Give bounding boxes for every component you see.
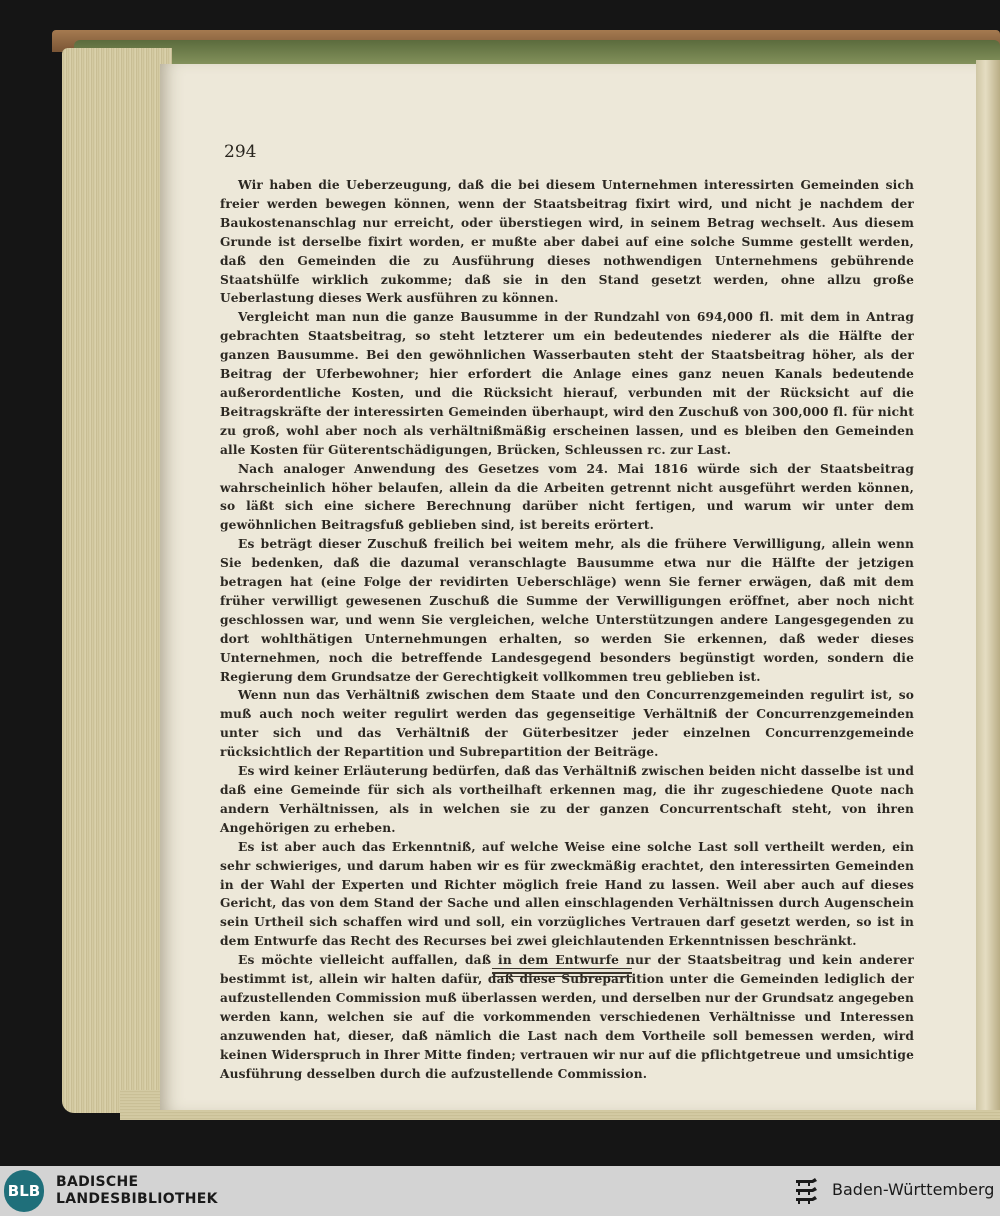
section-rule (492, 976, 632, 977)
state-name[interactable]: Baden-Württemberg (832, 1180, 995, 1199)
page-number: 294 (224, 142, 257, 162)
paragraph: Wir haben die Ueberzeugung, daß die bei diesem Unternehmen interessirten Gemeinden sich freier werden bewegen können, wenn der Staatsbeitrag fixirt wird, und nicht je nachdem der Baukostenanschlag nur erreicht, oder überstiegen wird, in seinem Betrag wechselt. Aus diesem Grunde ist derselbe fixirt worden, er mußte aber dabei auf eine solche Summe gestellt werden, daß den Gemeinden die zu Ausführung dieses nothwendigen Unternehmens gebührende Staatshülfe wirklich zukomme; daß sie in den Stand gesetzt werden, ohne allzu große Ueberlastung dieses Werk ausführen zu können. (220, 178, 914, 306)
three-lions-emblem-icon[interactable] (790, 1175, 822, 1207)
paragraph: Wenn nun das Verhältniß zwischen dem Staate und den Concurrenzgemeinden regulirt ist, so muß auch noch weiter regulirt werden das gegenseitige Verhältniß der Concurrenzgemeinden unter sich und das Verhältniß der Güterbesitzer jeder einzelnen Concurrenzgemeinde rücksichtlich der Repartition und Subrepartition der Beiträge. (220, 688, 914, 760)
page-stack-right (976, 60, 1000, 1110)
library-name-line1: BADISCHE (56, 1174, 139, 1190)
section-rule (492, 972, 632, 974)
paragraph: Nach analoger Anwendung des Gesetzes vom 24. Mai 1816 würde sich der Staatsbeitrag wahrscheinlich höher belaufen, allein da die Arbeiten getrennt nicht ausgeführt werden können, so läßt sich eine sichere Berechnung darüber nicht fertigen, und warum wir unter dem gewöhnlichen Beitragsfuß geblieben sind, ist bereits erörtert. (220, 461, 914, 533)
page-text (220, 176, 914, 1084)
library-name-line2: LANDESBIBLIOTHEK (56, 1191, 218, 1207)
paragraph: Es wird keiner Erläuterung bedürfen, daß das Verhältniß zwischen beiden nicht dasselbe ist und daß eine Gemeinde für sich als vortheilhaft erkennen mag, die ihr zugeschiedene Quote nach andern Verhältnissen, als in welchen sie zu der ganzen Concurrentschaft steht, von ihren Angehörigen zu erheben. (220, 764, 914, 835)
paragraph: Es möchte vielleicht auffallen, daß in dem Entwurfe nur der Staatsbeitrag und kein anderer bestimmt ist, allein wir halten dafür, daß diese Subrepartition unter die Gemeinden lediglich der aufzustellenden Commission muß überlassen werden, und derselben nur der Grundsatz angegeben werden kann, welchen sie auf die vorkommenden verschiedenen Verhältnisse und Interessen anzuwenden hat, dieser, daß nämlich die Last nach dem Vortheile soll bemessen werden, wird keinen Widerspruch in Ihrer Mitte finden; vertrauen wir nur auf die pflichtgetreue und umsichtige Ausführung desselben durch die aufzustellende Commission. (220, 953, 914, 1081)
library-name[interactable] (56, 1174, 218, 1208)
blb-logo[interactable]: BLB (4, 1170, 44, 1212)
paragraph: Es ist aber auch das Erkenntniß, auf welche Weise eine solche Last soll vertheilt werden, ein sehr schwieriges, und darum haben wir es für zweckmäßig erachtet, den interessirten Gemeinden in der Wahl der Experten und Richter möglich freie Hand zu lassen. Weil aber auch auf dieses Gericht, das von dem Stand der Sache und allen einschlagenden Verhältnissen durch Augenschein sein Urtheil sich schaffen wird und soll, ein vorzügliches Vertrauen darf gesetzt werden, so ist in dem Entwurfe das Recht des Recurses bei zwei gleichlautenden Erkenntnissen beschränkt. (220, 839, 914, 949)
paragraph: Vergleicht man nun die ganze Bausumme in der Rundzahl von 694,000 fl. mit dem in Antrag gebrachten Staatsbeitrag, so steht letzterer um ein bedeutendes niederer als die Hälfte der ganzen Bausumme. Bei den gewöhnlichen Wasserbauten steht der Staatsbeitrag höher, als der Beitrag der Uferbewohner; hier erfordert die Anlage eines ganz neuen Kanals bedeutende außerordentliche Kosten, und die Rücksicht hierauf, verbunden mit der Rücksicht auf die Beitragskräfte der interessirten Gemeinden überhaupt, wird den Zuschuß von 300,000 fl. für nicht zu groß, wohl aber noch als verhältnißmäßig erscheinen lassen, und es bleiben den Gemeinden alle Kosten für Güterentschädigungen, Brücken, Schleussen rc. zur Last. (220, 310, 914, 457)
paragraph: Es beträgt dieser Zuschuß freilich bei weitem mehr, als die frühere Verwilligung, allein wenn Sie bedenken, daß die dazumal veranschlagte Bausumme etwa nur die Hälfte der jetzigen betragen hat (eine Folge der revidirten Ueberschläge) wenn Sie ferner erwägen, daß mit dem früher verwilligt gewesenen Zuschuß die Summe der Verwilligungen eröffnet, aber noch nicht geschlossen war, und wenn Sie vergleichen, welche Unterstützungen andere Langesgegenden zu dort wohlthätigen Unternehmungen erhalten, so werden Sie erkennen, daß weder dieses Unternehmen, noch die betreffende Landesgegend besonders begünstigt worden, sondern die Regierung dem Grundsatze der Gerechtigkeit vollkommen treu geblieben ist. (220, 537, 914, 684)
page-stack-left (62, 48, 172, 1113)
footer-bar (0, 1166, 1000, 1216)
section-rule (492, 968, 632, 969)
